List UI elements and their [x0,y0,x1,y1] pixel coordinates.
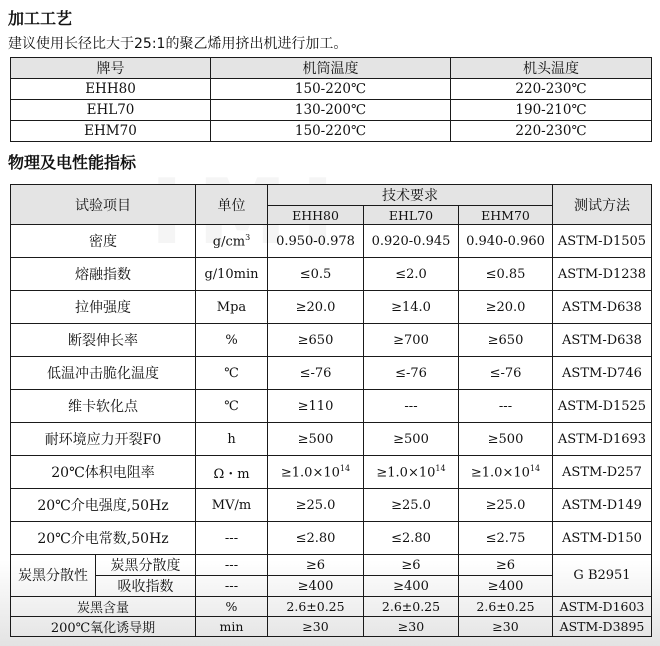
value-ehh80 [268,423,364,456]
value-text: ≥700 [393,332,429,348]
value-superscript: 14 [339,463,351,473]
value-text: ≥25.0 [485,497,526,513]
table-row [11,357,652,390]
unit-text: Mpa [216,299,247,315]
table-row [11,390,652,423]
processing-note: 建议使用长径比大于25:1的聚乙烯用挤出机进行加工。 [8,36,348,52]
value-ehm70 [459,225,553,258]
unit-cell [196,357,268,390]
value-text: ≥500 [487,431,524,447]
barrel-temp-cell: 150-220℃ [211,79,451,100]
value-text: ≥650 [297,332,334,348]
value-text: 0.950-0.978 [276,233,355,249]
unit-cell [196,423,268,456]
item-name: 耐环境应力开裂F0 [11,423,196,456]
value-ehh80: ≥30 [268,617,364,637]
value-ehh80 [268,258,364,291]
unit-text: g/cm [212,234,246,250]
value-ehh80 [268,390,364,423]
value-ehm70 [459,390,553,423]
header-barrel-temp: 机筒温度 [211,58,451,79]
value-text: ≤2.80 [295,530,336,546]
table-row [11,258,652,291]
method-cell: G B2951 [553,555,652,597]
method-cell: ASTM-D1238 [553,258,652,291]
method-cell: ASTM-D746 [553,357,652,390]
value-ehl70 [364,489,459,522]
unit-text: h [227,431,236,447]
value-ehm70 [459,489,553,522]
unit-cell [196,390,268,423]
value-text: ≤2.0 [395,266,427,282]
barrel-temp-cell: 130-200℃ [211,100,451,121]
properties-table [10,184,652,637]
value-ehl70 [364,291,459,324]
value-text: ≤0.85 [485,266,526,282]
unit-cell [196,489,268,522]
unit-cell [196,324,268,357]
value-ehl70 [364,357,459,390]
header-head-temp: 机头温度 [451,58,652,79]
barrel-temp-cell: 150-220℃ [211,121,451,142]
item-name: 200℃氧化诱导期 [11,617,196,637]
value-ehm70 [459,324,553,357]
unit-cell: min [196,617,268,637]
head-temp-cell: 190-210℃ [451,100,652,121]
value-ehl70 [364,390,459,423]
value-text: ≥1.0×10 [280,465,340,481]
value-ehl70 [364,522,459,555]
value-ehl70: 2.6±0.25 [364,597,459,617]
item-name: 维卡软化点 [11,390,196,423]
value-ehh80 [268,522,364,555]
unit-cell [196,258,268,291]
table-row [11,100,652,121]
value-text: ≥20.0 [295,299,336,315]
processing-table [10,57,652,142]
table-row [11,291,652,324]
item-name: 20℃介电常数,50Hz [11,522,196,555]
value-superscript: 14 [529,463,541,473]
section-title-processing: 加工工艺 [8,9,73,28]
value-text: ≥25.0 [391,497,431,513]
table-row [11,456,652,489]
item-name: 拉伸强度 [11,291,196,324]
value-text: ≤0.5 [299,266,332,282]
unit-cell [196,456,268,489]
value-ehm70: ≥400 [459,576,553,597]
unit-text: ℃ [224,365,239,381]
item-name: 炭黑分散度 [96,555,196,576]
table-row [11,121,652,142]
header-unit: 单位 [196,185,268,225]
item-name: 密度 [11,225,196,258]
method-cell: ASTM-D3895 [553,617,652,637]
header-test-item: 试验项目 [11,185,196,225]
unit-text: MV/m [211,497,252,513]
value-text: ≥110 [297,398,334,414]
header-grade-ehl70: EHL70 [364,206,459,225]
value-ehl70 [364,423,459,456]
table-row [11,617,652,637]
value-ehm70 [459,357,553,390]
value-ehm70 [459,291,553,324]
value-text: ≤-76 [299,365,332,381]
item-name: 炭黑含量 [11,597,196,617]
unit-text: --- [224,530,239,546]
value-text: ≤2.80 [391,530,431,546]
header-grade-ehm70: EHM70 [459,206,553,225]
value-ehm70 [459,522,553,555]
table-row [11,597,652,617]
method-cell: ASTM-D1603 [553,597,652,617]
unit-cell [196,291,268,324]
processing-table-header [11,58,652,79]
item-name: 断裂伸长率 [11,324,196,357]
value-ehh80 [268,225,364,258]
item-name: 20℃介电强度,50Hz [11,489,196,522]
header-grade-ehh80: EHH80 [268,206,364,225]
value-text: ≥500 [297,431,334,447]
table-row [11,522,652,555]
value-ehm70 [459,258,553,291]
table-row [11,489,652,522]
value-ehm70: ≥6 [459,555,553,576]
unit-cell: % [196,597,268,617]
unit-text: Ω・m [213,466,250,482]
value-ehl70 [364,456,459,489]
value-ehm70 [459,423,553,456]
value-ehl70 [364,324,459,357]
value-ehl70: ≥400 [364,576,459,597]
method-cell: ASTM-D150 [553,522,652,555]
table-row [11,324,652,357]
value-text: ≥20.0 [485,299,526,315]
value-ehh80: ≥6 [268,555,364,576]
value-text: ≤-76 [395,365,427,381]
value-ehh80 [268,324,364,357]
unit-text: % [225,332,238,348]
method-cell: ASTM-D1525 [553,390,652,423]
head-temp-cell: 220-230℃ [451,79,652,100]
value-ehl70: ≥6 [364,555,459,576]
item-name: 熔融指数 [11,258,196,291]
unit-text: ℃ [224,398,239,414]
head-temp-cell: 220-230℃ [451,121,652,142]
value-text: ≥500 [393,431,429,447]
table-row [11,555,652,576]
value-ehm70: 2.6±0.25 [459,597,553,617]
method-cell: ASTM-D149 [553,489,652,522]
value-text: ≥1.0×10 [376,465,436,481]
table-row [11,79,652,100]
method-cell: ASTM-D638 [553,324,652,357]
unit-cell [196,225,268,258]
item-name: 低温冲击脆化温度 [11,357,196,390]
value-superscript: 14 [435,463,446,473]
section-title-properties: 物理及电性能指标 [8,153,137,172]
grade-cell: EHL70 [11,100,211,121]
grade-cell: EHM70 [11,121,211,142]
value-text: 0.920-0.945 [371,233,451,249]
properties-table-header [11,185,652,206]
value-ehl70 [364,225,459,258]
unit-cell: --- [196,576,268,597]
header-grade: 牌号 [11,58,211,79]
value-text: ≥25.0 [295,497,336,513]
value-ehh80: ≥400 [268,576,364,597]
value-text: ≥14.0 [391,299,431,315]
value-ehh80 [268,291,364,324]
value-text: 0.940-0.960 [466,233,545,249]
value-ehh80 [268,456,364,489]
header-test-method: 测试方法 [553,185,652,225]
method-cell: ASTM-D1505 [553,225,652,258]
item-name: 20℃体积电阻率 [11,456,196,489]
grade-cell: EHH80 [11,79,211,100]
carbon-dispersion-group-label: 炭黑分散性 [11,555,96,597]
method-cell: ASTM-D1693 [553,423,652,456]
item-name: 吸收指数 [96,576,196,597]
value-text: ≤-76 [489,365,522,381]
value-ehl70 [364,258,459,291]
header-technical-requirements: 技术要求 [268,185,553,206]
method-cell: ASTM-D638 [553,291,652,324]
value-text: ≥650 [487,332,524,348]
method-cell: ASTM-D257 [553,456,652,489]
value-ehm70 [459,456,553,489]
unit-cell [196,522,268,555]
unit-cell: --- [196,555,268,576]
unit-text: g/10min [204,266,259,282]
table-row [11,225,652,258]
value-text: --- [498,398,513,414]
value-text: ≤2.75 [485,530,526,546]
value-ehh80 [268,489,364,522]
table-row [11,423,652,456]
value-ehm70: ≥30 [459,617,553,637]
value-ehl70: ≥30 [364,617,459,637]
unit-superscript: 3 [245,232,251,242]
value-ehh80: 2.6±0.25 [268,597,364,617]
value-text: --- [404,398,418,414]
value-ehh80 [268,357,364,390]
value-text: ≥1.0×10 [470,465,530,481]
